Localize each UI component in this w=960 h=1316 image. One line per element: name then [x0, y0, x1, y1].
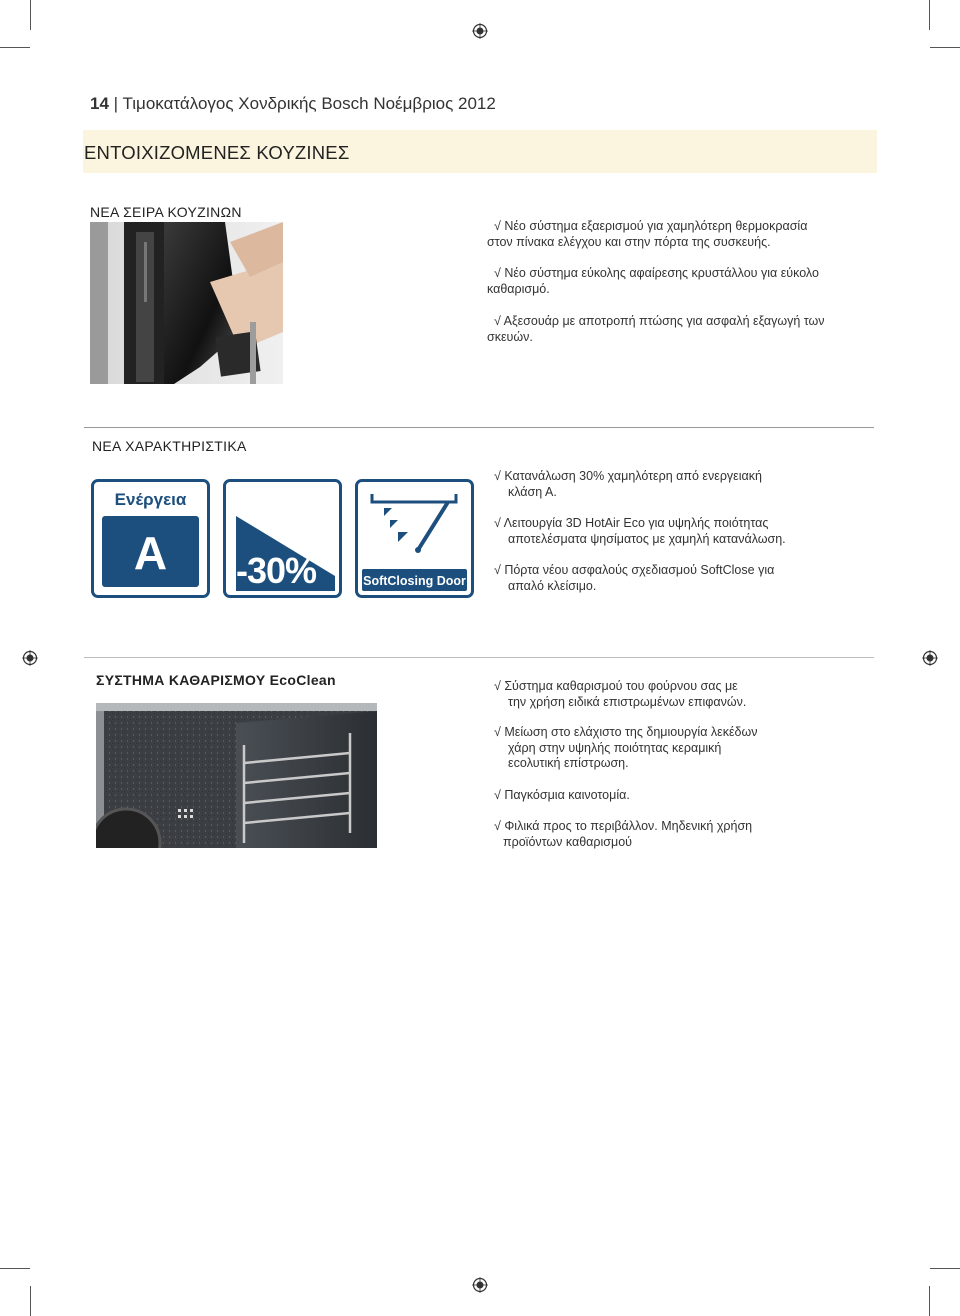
- reduction-value: -30%: [236, 550, 317, 591]
- energy-label: Ενέργεια: [114, 490, 187, 509]
- section-title: ΕΝΤΟΙΧΙΖΟΜΕΝΕΣ ΚΟΥΖΙΝΕΣ: [84, 142, 350, 163]
- crop-mark-icon: [930, 47, 960, 48]
- divider: [84, 427, 874, 428]
- crop-mark-icon: [0, 47, 30, 48]
- list-item: √ Μείωση στο ελάχιστο της δημιουργία λεκέδων χάρη στην υψηλής ποιότητας κεραμική εcoλυτική επίστρωση.: [494, 725, 758, 770]
- crop-mark-icon: [929, 0, 930, 30]
- registration-mark-icon: [472, 1277, 488, 1293]
- list-item: √ Παγκόσμια καινοτομία.: [494, 788, 630, 802]
- crop-mark-icon: [930, 1268, 960, 1269]
- softclose-label: SoftClosing Door: [363, 574, 466, 588]
- list-item: √ Αξεσουάρ με αποτροπή πτώσης για ασφαλή εξαγωγή των σκευών.: [487, 314, 825, 344]
- list-item: √ Λειτουργία 3D HotAir Eco για υψηλής ποιότητας αποτελέσματα ψησίματος με χαμηλή κατανάλωση.: [494, 516, 786, 546]
- page-number: 14: [90, 94, 109, 113]
- divider: [84, 657, 874, 658]
- registration-mark-icon: [22, 650, 38, 666]
- crop-mark-icon: [30, 0, 31, 30]
- consumption-reduction-badge: [223, 479, 342, 598]
- ecoclean-heading: ΣΥΣΤΗΜΑ ΚΑΘΑΡΙΣΜΟΥ EcoClean: [96, 672, 336, 688]
- page-header: [90, 94, 496, 114]
- crop-mark-icon: [30, 1286, 31, 1316]
- catalog-title: Τιμοκατάλογος Χονδρικής Bosch Νοέμβριος 2012: [122, 94, 496, 113]
- list-item: √ Κατανάλωση 30% χαμηλότερη από ενεργειακή κλάση Α.: [494, 469, 762, 499]
- list-item: √ Φιλικά προς το περιβάλλον. Μηδενική χρήση προϊόντων καθαρισμού: [494, 819, 753, 849]
- list-item: √ Νέο σύστημα εξαερισμού για χαμηλότερη θερμοκρασία στον πίνακα ελέγχου και στην πόρτα της συσκευής.: [487, 219, 808, 249]
- energy-class-value: A: [133, 527, 168, 579]
- new-series-heading: ΝΕΑ ΣΕΙΡΑ ΚΟΥΖΙΝΩΝ: [90, 204, 242, 220]
- oven-door-photo: [90, 222, 283, 384]
- new-features-heading: ΝΕΑ ΧΑΡΑΚΤΗΡΙΣΤΙΚΑ: [92, 438, 247, 454]
- oven-interior-photo: [96, 703, 377, 848]
- list-item: √ Πόρτα νέου ασφαλούς σχεδιασμού SoftClose για απαλό κλείσιμο.: [494, 563, 775, 593]
- soft-closing-door-icon: [362, 486, 467, 566]
- registration-mark-icon: [922, 650, 938, 666]
- energy-class-badge: [91, 479, 210, 598]
- crop-mark-icon: [929, 1286, 930, 1316]
- crop-mark-icon: [0, 1268, 30, 1269]
- list-item: √ Νέο σύστημα εύκολης αφαίρεσης κρυστάλλου για εύκολο καθαρισμό.: [487, 266, 819, 296]
- list-item: √ Σύστημα καθαρισμού του φούρνου σας με την χρήση ειδικά επιστρωμένων επιφανών.: [494, 679, 747, 709]
- registration-mark-icon: [472, 23, 488, 39]
- softclose-badge: [355, 479, 474, 598]
- header-separator: |: [113, 94, 119, 113]
